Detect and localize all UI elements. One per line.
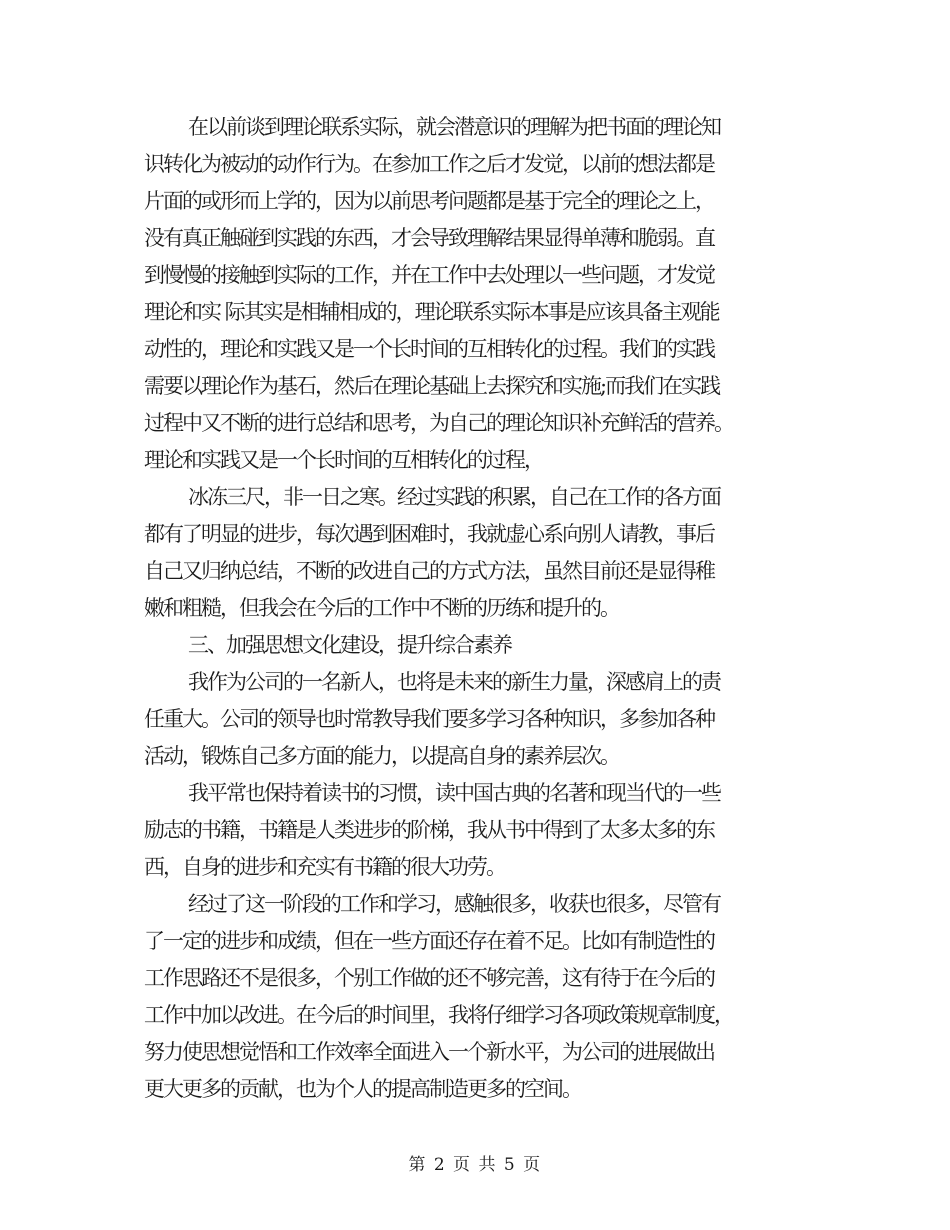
- paragraph-line: 嫩和粗糙，但我会在今后的工作中不断的历练和提升的。: [144, 596, 619, 620]
- paragraph-line: 没有真正触碰到实践的东西，才会导致理解结果显得单薄和脆弱。直: [144, 226, 714, 250]
- paragraph-line: 自己又归纳总结，不断的改进自己的方式方法，虽然目前还是显得稚: [144, 559, 714, 583]
- paragraph-line: 在以前谈到理论联系实际，就会潜意识的理解为把书面的理论知: [188, 115, 720, 139]
- paragraph-line: 动性的，理论和实践又是一个长时间的互相转化的过程。我们的实践: [144, 337, 714, 361]
- paragraph-line: 到慢慢的接触到实际的工作，并在工作中去处理以一些问题，才发觉: [144, 263, 714, 287]
- paragraph-line: 需要以理论作为基石，然后在理论基础上去探究和实施;而我们在实践: [144, 374, 720, 398]
- paragraph-line: 理论和实践又是一个长时间的互相转化的过程，: [144, 448, 543, 472]
- paragraph-line: 片面的或形而上学的，因为以前思考问题都是基于完全的理论之上，: [144, 189, 714, 213]
- paragraph-line: 冰冻三尺，非一日之寒。经过实践的积累，自己在工作的各方面: [188, 485, 720, 509]
- paragraph-line: 理论和实 际其实是相辅相成的，理论联系实际本事是应该具备主观能: [144, 300, 719, 324]
- paragraph-line: 努力使思想觉悟和工作效率全面进入一个新水平，为公司的进展做出: [144, 1040, 714, 1064]
- paragraph-line: 任重大。公司的领导也时常教导我们要多学习各种知识，多参加各种: [144, 707, 714, 731]
- paragraph-line: 励志的书籍，书籍是人类进步的阶梯，我从书中得到了太多太多的东: [144, 818, 714, 842]
- paragraph-line: 我作为公司的一名新人，也将是未来的新生力量，深感肩上的责: [188, 670, 720, 694]
- paragraph-line: 过程中又不断的进行总结和思考，为自己的理论知识补充鲜活的营养。: [144, 411, 733, 435]
- paragraph-line: 工作思路还不是很多，个别工作做的还不够完善，这有待于在今后的: [144, 966, 714, 990]
- paragraph-line: 西，自身的进步和充实有书籍的很大功劳。: [144, 855, 505, 879]
- page-number-footer: 第 2 页 共 5 页: [408, 1155, 542, 1175]
- paragraph-line: 我平常也保持着读书的习惯，读中国古典的名著和现当代的一些: [188, 781, 720, 805]
- paragraph-line: 工作中加以改进。在今后的时间里，我将仔细学习各项政策规章制度，: [144, 1003, 733, 1027]
- paragraph-line: 都有了明显的进步，每次遇到困难时，我就虚心系向别人请教，事后: [144, 522, 714, 546]
- paragraph-line: 更大更多的贡献，也为个人的提高制造更多的空间。: [144, 1077, 581, 1101]
- paragraph-line: 经过了这一阶段的工作和学习，感触很多，收获也很多，尽管有: [188, 892, 720, 916]
- paragraph-line: 了一定的进步和成绩，但在一些方面还存在着不足。比如有制造性的: [144, 929, 714, 953]
- section-heading: 三、加强思想文化建设，提升综合素养: [188, 633, 511, 657]
- paragraph-line: 识转化为被动的动作行为。在参加工作之后才发觉，以前的想法都是: [144, 152, 714, 176]
- paragraph-line: 活动，锻炼自己多方面的能力，以提高自身的素养层次。: [144, 744, 619, 768]
